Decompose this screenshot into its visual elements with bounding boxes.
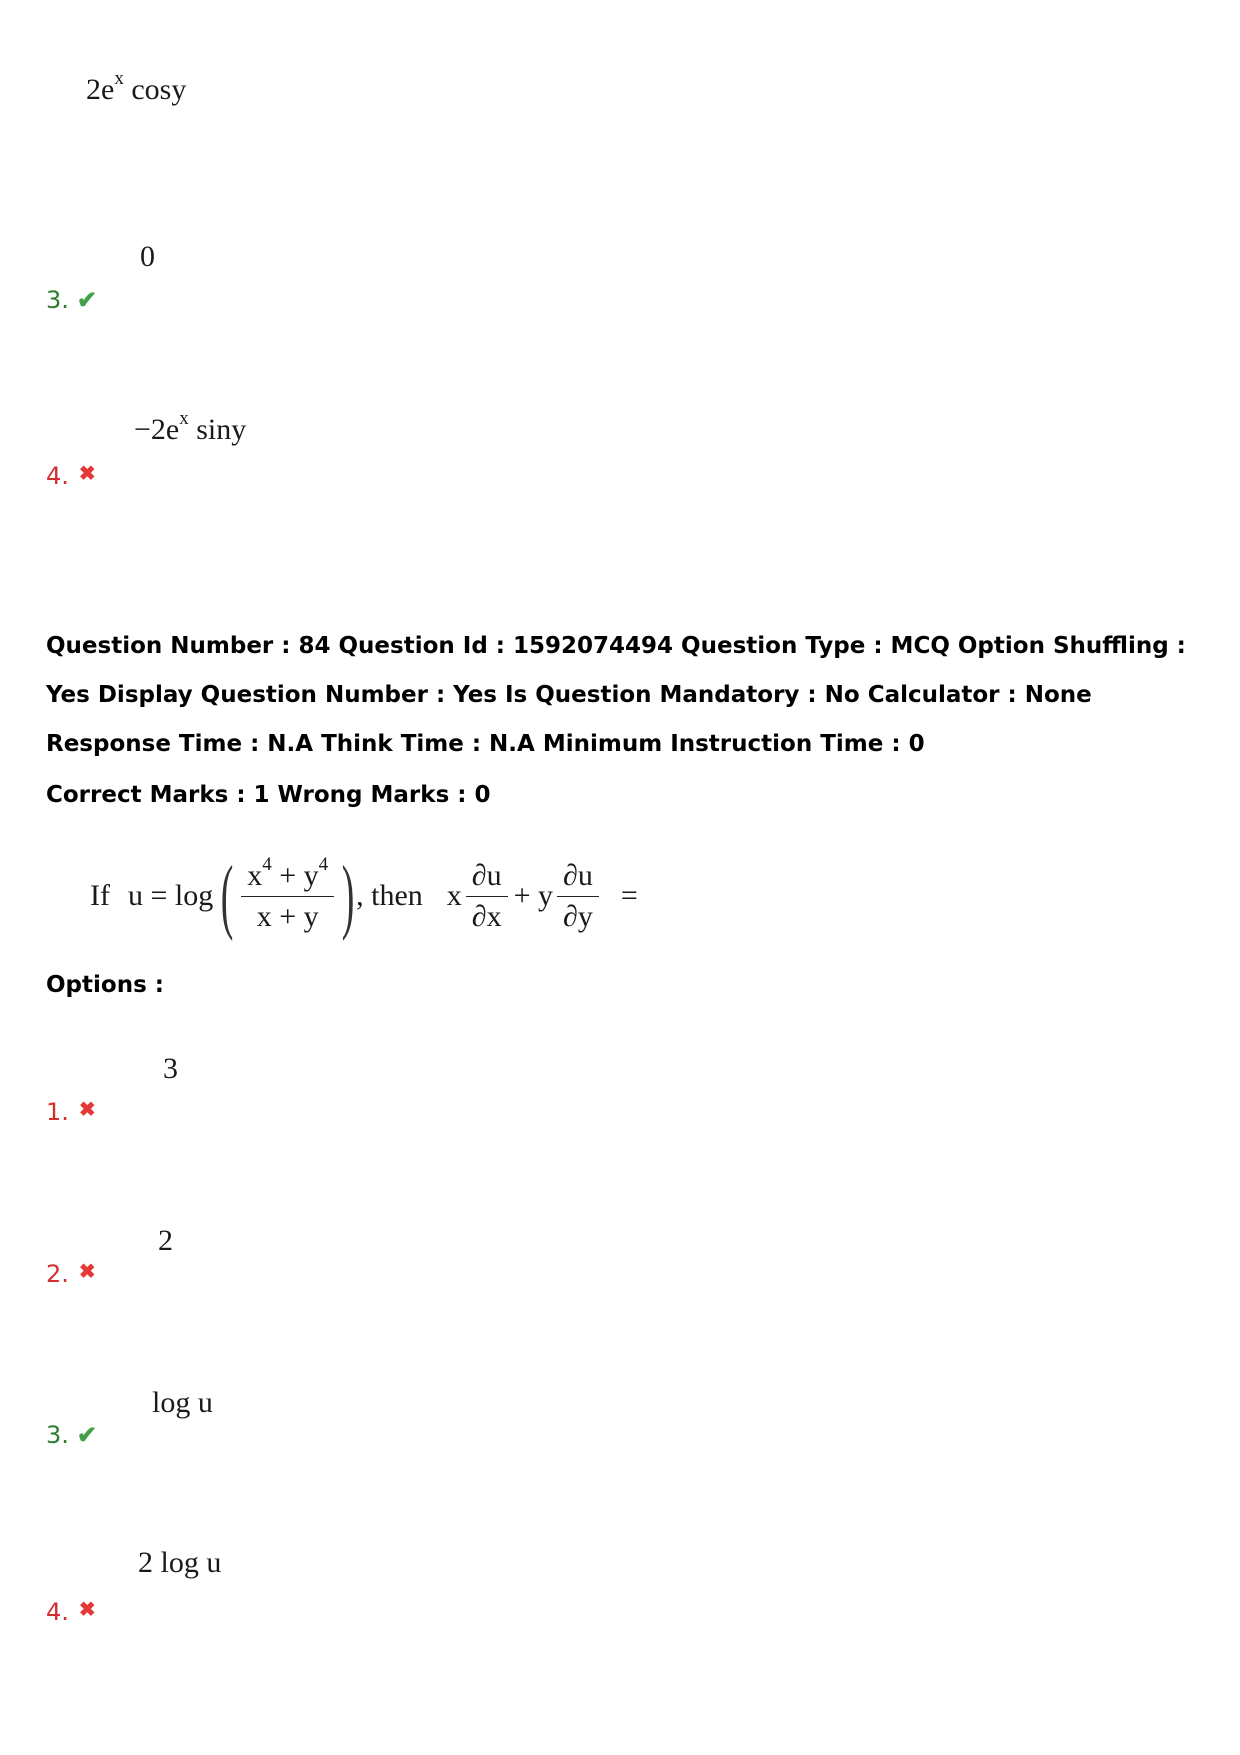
option-3-math: log u — [152, 1386, 213, 1419]
question-stem — [90, 846, 638, 946]
option-2 — [46, 1260, 96, 1288]
right-paren: ) — [341, 849, 355, 943]
option-number: 2. — [46, 1260, 69, 1288]
partial-dx: ∂x — [471, 899, 502, 933]
partial-du: ∂u — [557, 859, 599, 897]
partial-dy: ∂y — [563, 899, 593, 933]
check-icon: ✔ — [76, 287, 98, 314]
check-icon: ✔ — [76, 1422, 98, 1449]
prev-option-3-math: 0 — [140, 240, 155, 273]
prev-option-4 — [46, 462, 96, 490]
stem-u-eq-log: u = log — [127, 879, 214, 912]
option-number: 3. — [46, 286, 69, 314]
stem-equals: = — [620, 879, 638, 912]
stem-fraction — [241, 854, 334, 934]
option-number: 3. — [46, 1421, 69, 1449]
cross-icon: ✖ — [78, 1099, 96, 1121]
stem-then: , then — [356, 879, 423, 912]
option-number: 4. — [46, 1598, 69, 1626]
partial-du: ∂u — [466, 859, 508, 897]
left-paren: ( — [220, 849, 234, 943]
partial-u-y — [557, 859, 599, 934]
stem-plus-y: + y — [513, 879, 554, 912]
stem-denominator: x + y — [256, 900, 319, 933]
option-4 — [46, 1598, 96, 1626]
option-4-math: 2 log u — [138, 1546, 222, 1579]
option-number: 4. — [46, 462, 69, 490]
partial-u-x — [466, 859, 508, 934]
marks-info: Correct Marks : 1 Wrong Marks : 0 — [46, 782, 491, 808]
option-number: 1. — [46, 1098, 69, 1126]
option-1 — [46, 1098, 96, 1126]
cross-icon: ✖ — [78, 1261, 96, 1283]
stem-if: If — [90, 879, 110, 912]
option-3 — [46, 1421, 97, 1450]
options-label: Options : — [46, 972, 164, 998]
stem-x: x — [446, 879, 462, 912]
prev-option-3 — [46, 286, 97, 315]
cross-icon: ✖ — [78, 463, 96, 485]
option-1-math: 3 — [163, 1052, 178, 1085]
stem-numerator: $x^4 + y^4$ — [241, 858, 334, 897]
prev-top-expression: $2e^x$ cosy — [86, 68, 187, 106]
question-meta: Question Number : 84 Question Id : 1592074494 Question Type : MCQ Option Shuffling : Yes Display Question Number : Yes Is Question Mandatory : No Calculator : None Response Time : N.A Think Time : N.A Minimum Instruction Time : 0 — [46, 633, 1186, 757]
prev-option-4-math: $-2e^x$ siny — [134, 408, 247, 446]
option-2-math: 2 — [158, 1224, 173, 1257]
cross-icon: ✖ — [78, 1599, 96, 1621]
